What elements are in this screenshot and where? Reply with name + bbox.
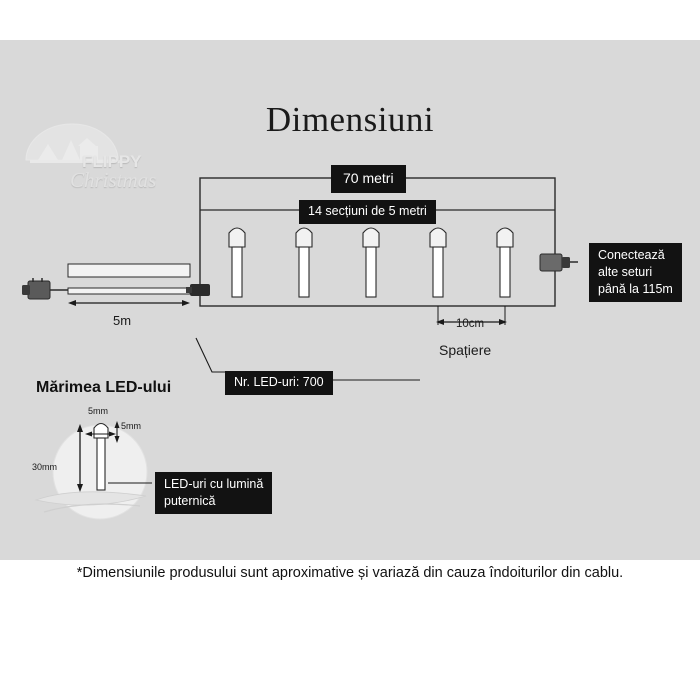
page-title: Dimensiuni xyxy=(265,100,435,139)
bright-led-note-line2: puternică xyxy=(164,493,216,508)
bulb xyxy=(497,228,513,297)
footnote-text: *Dimensiunile produsului sunt aproximative și variază din cauza îndoiturilor din cablu. xyxy=(76,565,624,581)
connect-more-line2: alte seturi xyxy=(598,264,653,279)
watermark-text-secondary: Christmas xyxy=(70,168,157,192)
connect-more-line3: până la 115m xyxy=(598,281,673,296)
sections-label: 14 secțiuni de 5 metri xyxy=(299,200,436,224)
end-connector-icon xyxy=(540,254,570,271)
bulb xyxy=(296,228,312,297)
bulb xyxy=(363,228,379,297)
total-length-label: 70 metri xyxy=(331,165,406,193)
lead-bar-top xyxy=(68,264,190,277)
connect-more-label xyxy=(589,243,682,302)
bright-led-note-line1: LED-uri cu lumină xyxy=(164,477,264,491)
led-height-label: 5mm xyxy=(121,421,141,431)
led-total-height-label: 30mm xyxy=(32,462,58,472)
bulb xyxy=(229,228,245,297)
led-count-label: Nr. LED-uri: 700 xyxy=(225,371,333,395)
bulb-group xyxy=(229,228,513,297)
watermark-text-primary: FLIPPY xyxy=(82,152,142,171)
detail-bulb-body xyxy=(97,438,105,490)
bright-led-note-label xyxy=(155,472,272,514)
plug-icon xyxy=(22,278,50,299)
lead-length-label: 5m xyxy=(113,313,132,328)
lead-bar-bottom xyxy=(68,288,190,294)
connect-more-line1: Conectează xyxy=(598,248,665,262)
bulb xyxy=(430,228,446,297)
spacing-value-label: 10cm xyxy=(456,318,485,330)
led-size-heading: Mărimea LED-ului xyxy=(36,379,172,396)
led-count-leader xyxy=(196,338,228,372)
spacing-caption-label: Spațiere xyxy=(439,342,492,358)
detail-bulb-head xyxy=(94,424,108,439)
led-width-label: 5mm xyxy=(88,406,108,416)
